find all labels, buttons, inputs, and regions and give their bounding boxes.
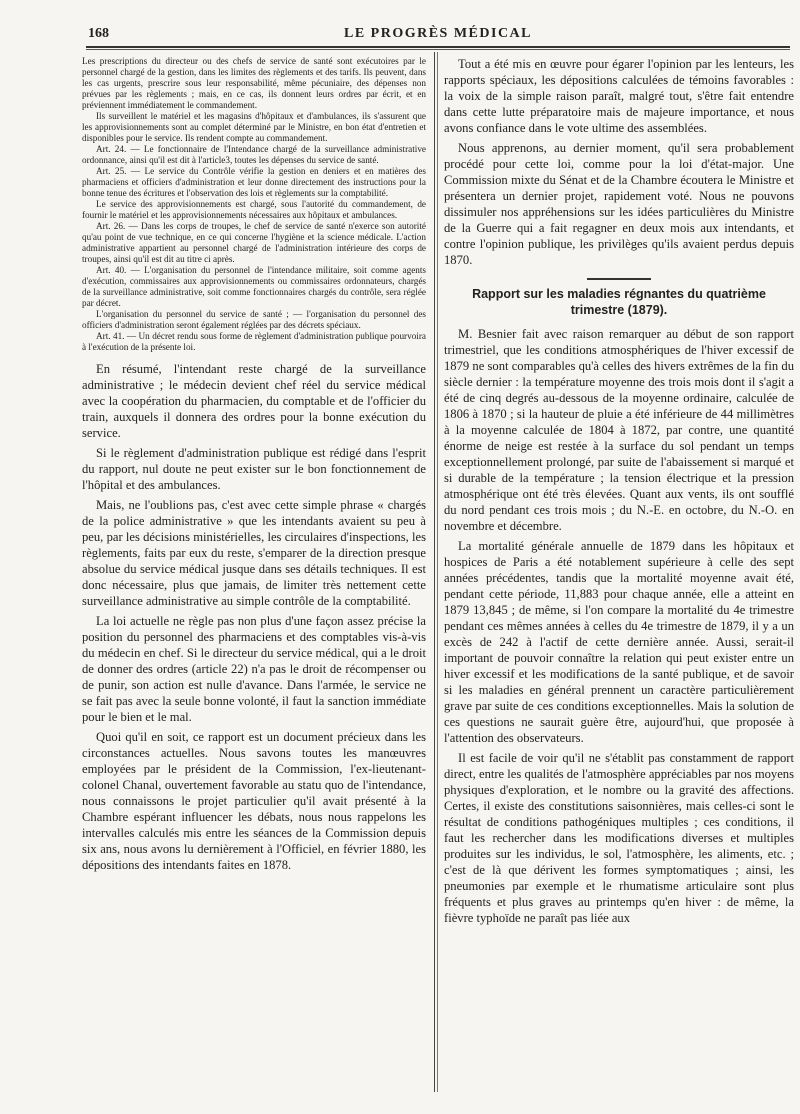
body-paragraph: En résumé, l'intendant reste chargé de la surveillance administrative ; le médecin devient chef réel du service médical avec la coopération du pharmacien, du comptable et de l'officier du train, auxquels il donnera des ordres pour la bonne exécution du service. <box>82 362 426 440</box>
section-rule <box>587 278 651 280</box>
header-rule <box>86 46 790 48</box>
right-body-text-top <box>444 56 794 268</box>
left-column <box>82 56 426 873</box>
header-rule-thin <box>86 49 790 50</box>
left-body-text <box>82 361 426 873</box>
body-paragraph: M. Besnier fait avec raison remarquer au début de son rapport trimestriel, que les conditions atmosphériques de l'hiver excessif de 1879 ne sont comparables qu'à celles des hivers extrêmes de la fin du siècle dernier : la température moyenne des trois mois dont il s'agit a été de cinq degrés au-dessous de la moyenne ordinaire, calculée de 1806 à 1870 ; si la hauteur de pluie a été inférieure de 44 millimètres à la moyenne calculée de 1804 à 1872, par contre, une quantité énorme de neige est restée à la surface du sol pendant un temps exceptionnellement prolongé, par suite de l'abaissement si marqué et si durable de la température ; la tension électrique et la pression atmosphérique ont été très élevées. Quant aux vents, ils ont soufflé du nord pendant ces trois mois ; du N.-E. en octobre, du N.-O. en novembre et décembre. <box>444 327 794 533</box>
column-divider-thin <box>437 52 438 1092</box>
law-paragraph: Ils surveillent le matériel et les magasins d'hôpitaux et d'ambulances, ils s'assurent que les approvisionnements sont au complet déterminé par le Ministre, en bon état d'entretien et disponibles pour le service. Ils rendent compte au commandement. <box>82 111 426 143</box>
column-divider <box>434 52 435 1092</box>
law-excerpt <box>82 56 426 353</box>
section-title: Rapport sur les maladies régnantes du quatrième trimestre (1879). <box>472 287 766 317</box>
law-article: Art. 24. — Le fonctionnaire de l'Intendance chargé de la surveillance administrative ordonnance, ainsi qu'il est dit à l'article3, toutes les dépenses du service de santé. <box>82 144 426 165</box>
body-paragraph: Si le règlement d'administration publique est rédigé dans l'esprit du rapport, nul doute ne peut exister sur le bon fonctionnement de l'hôpital et des ambulances. <box>82 446 426 492</box>
page-number: 168 <box>88 26 109 41</box>
law-article: Art. 26. — Dans les corps de troupes, le chef de service de santé n'exerce son autorité qu'au point de vue technique, en ce qui concerne l'hygiène et la science médicale. L'action administrative appartient au personnel chargé de l'administration intérieure des corps de troupes, ainsi qu'il est dit au titre ci après. <box>82 221 426 264</box>
right-column <box>444 56 794 926</box>
page-header <box>88 26 788 46</box>
right-body-text-bottom <box>444 326 794 926</box>
body-paragraph: Quoi qu'il en soit, ce rapport est un document précieux dans les circonstances actuelles. Nous savons toutes les manœuvres employées par le président de la Commission, l'ex-lieutenant-colonel Chanal, ouvertement favorable au statu quo de l'intendance, nous connaissons le projet particulier qu'il avait présenté à la Chambre espérant influencer les débats, nous nous rappelons les intervalles calculés mis entre les séances de la Commission depuis six ans, nous avons lu dernièrement à l'Officiel, en février 1880, les dépositions des intendants faites en 1878. <box>82 730 426 872</box>
law-paragraph: L'organisation du personnel du service de santé ; — l'organisation du personnel des officiers d'administration seront également réglées par des décrets spéciaux. <box>82 309 426 330</box>
body-paragraph: Mais, ne l'oublions pas, c'est avec cette simple phrase « chargés de la police administrative » que les intendants avaient su peu à peu, par les décisions ministérielles, les circulaires d'inspections, les règlements, faits par eux du reste, s'emparer de la direction presque absolue du service médical jusque dans ses détails techniques. Il est donc nécessaire, plus que jamais, de limiter très nettement cette surveillance administrative au simple contrôle de la comptabilité. <box>82 498 426 608</box>
body-paragraph: Tout a été mis en œuvre pour égarer l'opinion par les lenteurs, les rapports spéciaux, les dépositions calculées de témoins favorables : la voix de la simple raison paraît, malgré tout, s'être fait entendre dans cette lutte préparatoire mais de majeure importance, et nous avons confiance dans le vote ultime des assemblées. <box>444 57 794 135</box>
body-paragraph: La loi actuelle ne règle pas non plus d'une façon assez précise la position du personnel des pharmaciens et des comptables vis-à-vis du médecin en chef. Si le directeur du service médical, qui a le droit de donner des ordres (article 22) n'a pas le droit de récompenser ou de punir, son action est nulle d'avance. Dans l'armée, le service ne se fait pas avec la seule bonne volonté, il faut la sanction immédiate pour le bien et le mal. <box>82 614 426 724</box>
law-paragraph: Les prescriptions du directeur ou des chefs de service de santé sont exécutoires par le personnel chargé de la gestion, dans les limites des règlements et des tarifs. Ils peuvent, dans les cas urgents, prescrire sous leur responsabilité, même pécuniaire, des dépenses non prévues par les règlements ; mais, en ce cas, ils donnent leurs ordres par écrit, et en préviennent immédiatement le commandement. <box>82 56 426 110</box>
law-article: Art. 41. — Un décret rendu sous forme de règlement d'administration publique pourvoira à l'exécution de la présente loi. <box>82 331 426 352</box>
body-paragraph: Nous apprenons, au dernier moment, qu'il sera probablement procédé pour cette loi, comme pour la loi d'état-major. Une Commission mixte du Sénat et de la Chambre écoutera le Ministre et présentera un dernier projet, rapidement voté. Nous ne pouvons dissimuler nos appréhensions sur les idées particulières du Ministre de la Guerre qui a fait regagner en deux mois aux intendants, et contre l'opinion publique, les privilèges qu'ils avaient perdus depuis 1870. <box>444 141 794 267</box>
law-paragraph: Le service des approvisionnements est chargé, sous l'autorité du commandement, de fournir le matériel et les approvisionnements nécessaires aux hôpitaux et ambulances. <box>82 199 426 220</box>
body-paragraph: Il est facile de voir qu'il ne s'établit pas constamment de rapport direct, entre les qualités de l'atmosphère appréciables par nos moyens physiques d'exploration, et le nombre ou la gravité des affections. Certes, il existe des constitutions saisonnières, mais celles-ci sont le résultat de conditions pathogéniques multiples ; ces conditions, il faut les rechercher dans les modifications diverses et multiples produites sur les individus, le sol, l'atmosphère, les aliments, etc. ; c'est de là que dérivent les formes symptomatiques ; ainsi, les pneumonies par exemple et le rhumatisme articulaire sont plus fréquents et plus graves au printemps qu'en hiver : de même, la fièvre typhoïde ne paraît pas liée aux <box>444 751 794 925</box>
body-paragraph: La mortalité générale annuelle de 1879 dans les hôpitaux et hospices de Paris a été notablement supérieure à celle des sept années précédentes, tandis que la mortalité moyenne avait été, pendant cette période, 11,883 pour chaque année, elle a atteint en 1879 13,845 ; de même, si l'on compare la mortalité du 4e trimestre pendant ces mêmes années à celles du 4e trimestre de 1879, il y a un excès de 242 à l'actif de cette dernière année. Aussi, serait-il important de pouvoir connaître la relation qui peut exister entre un hiver excessif et les modifications de la santé publique, et de savoir si les maladies en général prennent un caractère particulièrement grave par suite de ces conditions exceptionnelles. Mais la solution de ces questions ne saurait guère être, aujourd'hui, que proposée à l'attention des observateurs. <box>444 539 794 745</box>
journal-title: LE PROGRÈS MÉDICAL <box>343 26 533 41</box>
law-article: Art. 25. — Le service du Contrôle vérifie la gestion en deniers et en matières des pharmaciens et officiers d'administration et leur donne directement des instructions pour la bonne tenue des écritures et l'observation des lois et règlements sur la comptabilité. <box>82 166 426 198</box>
law-article: Art. 40. — L'organisation du personnel de l'intendance militaire, soit comme agents d'exécution, commissaires aux approvisionnements ou commissaires ordonnateurs, chargés de la surveillance administrative, soit comme fonctionnaires chargés du contrôle, sera réglée par décret. <box>82 265 426 308</box>
